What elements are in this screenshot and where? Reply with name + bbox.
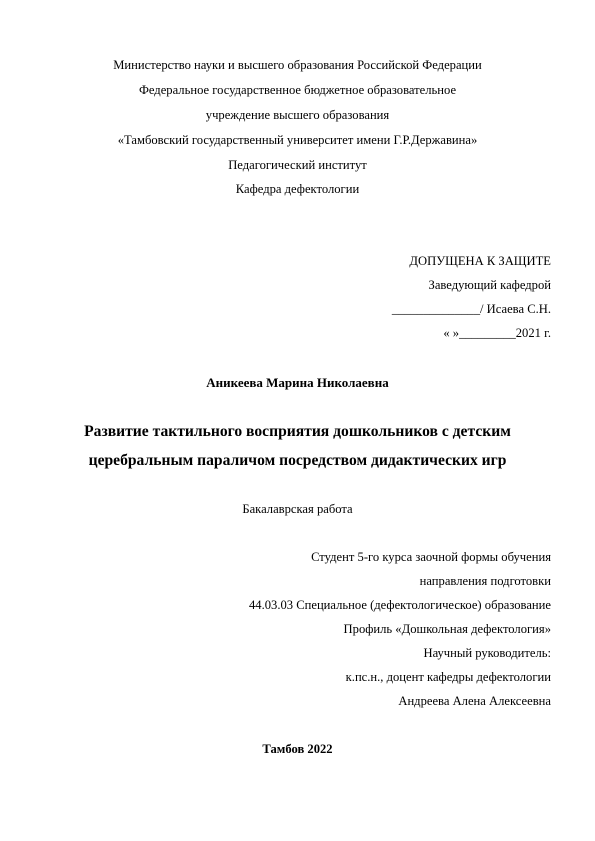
study-direction: 44.03.03 Специальное (дефектологическое) образование [248,598,551,612]
approval-title: ДОПУЩЕНА К ЗАЩИТЕ [409,254,551,268]
study-direction-label: направления подготовки [419,574,551,588]
city-year: Тамбов 2022 [262,742,333,756]
institution-type-line: Федеральное государственное бюджетное образовательное [138,83,457,97]
department-name: Кафедра дефектологии [235,182,360,196]
institute-name: Педагогический институт [228,158,367,172]
institution-level-line: учреждение высшего образования [205,108,390,122]
supervisor-name: Андреева Алена Алексеевна [398,694,551,708]
study-profile: Профиль «Дошкольная дефектология» [343,622,551,636]
work-type: Бакалаврская работа [242,502,353,516]
author-name: Аникеева Марина Николаевна [206,375,389,390]
approval-date: « »_________2021 г. [443,326,551,340]
university-name: «Тамбовский государственный университет имени Г.Р.Державина» [117,133,478,147]
thesis-title-line1: Развитие тактильного восприятия дошкольников с детским [84,423,511,440]
supervisor-label: Научный руководитель: [423,646,551,660]
supervisor-title: к.пс.н., доцент кафедры дефектологии [345,670,551,684]
approval-position: Заведующий кафедрой [428,278,551,292]
approval-signature: ______________/ Исаева С.Н. [391,302,551,316]
thesis-title-line2: церебральным параличом посредством дидактических игр [88,452,507,469]
student-course: Студент 5-го курса заочной формы обучения [311,550,551,564]
ministry-line: Министерство науки и высшего образования Российской Федерации [113,58,482,72]
